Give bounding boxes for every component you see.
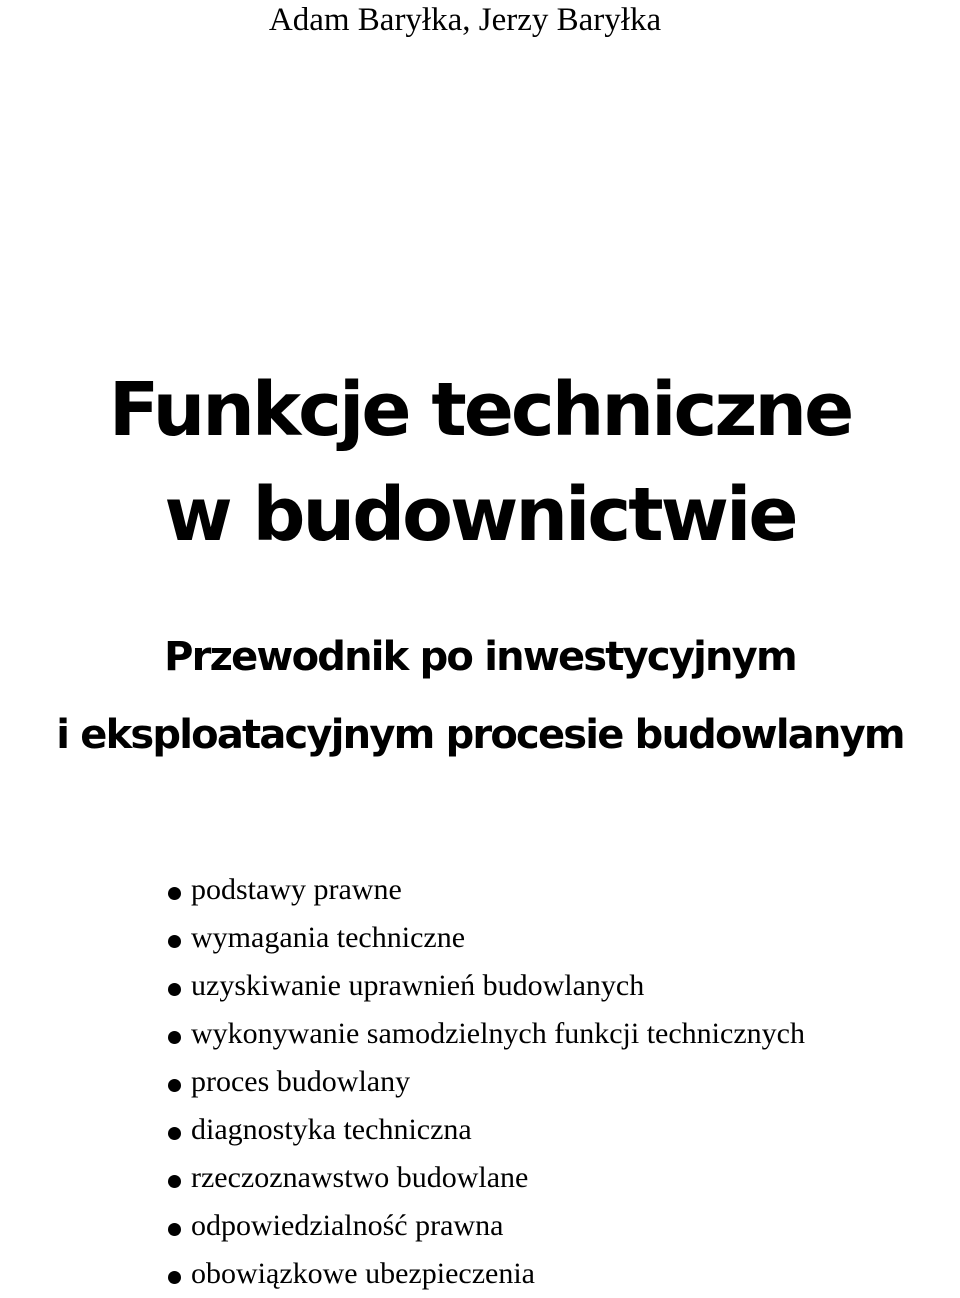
topic-item bbox=[168, 1202, 805, 1250]
topic-label: odpowiedzialność prawna bbox=[191, 1209, 504, 1242]
subtitle-line-1: Przewodnik po inwestycyjnym bbox=[164, 634, 796, 680]
topic-label: wykonywanie samodzielnych funkcji technicznych bbox=[191, 1017, 805, 1050]
topic-label: obowiązkowe ubezpieczenia bbox=[191, 1257, 535, 1290]
topic-label: diagnostyka techniczna bbox=[191, 1113, 472, 1146]
topic-item bbox=[168, 1154, 805, 1202]
bullet-icon bbox=[168, 1079, 181, 1092]
bullet-icon bbox=[168, 1223, 181, 1236]
topic-item bbox=[168, 1106, 805, 1154]
bullet-icon bbox=[168, 983, 181, 996]
topic-item bbox=[168, 1010, 805, 1058]
topic-label: uzyskiwanie uprawnień budowlanych bbox=[191, 969, 645, 1002]
authors: Adam Baryłka, Jerzy Baryłka bbox=[268, 2, 662, 38]
topic-item bbox=[168, 914, 805, 962]
bullet-icon bbox=[168, 1175, 181, 1188]
bullet-icon bbox=[168, 887, 181, 900]
bullet-icon bbox=[168, 1271, 181, 1284]
topic-list bbox=[168, 866, 805, 1298]
topic-label: rzeczoznawstwo budowlane bbox=[191, 1161, 529, 1194]
topic-item bbox=[168, 1058, 805, 1106]
book-title-line-1: Funkcje techniczne bbox=[108, 367, 852, 453]
bullet-icon bbox=[168, 935, 181, 948]
topic-label: proces budowlany bbox=[191, 1065, 411, 1098]
topic-item bbox=[168, 1250, 805, 1298]
topic-label: podstawy prawne bbox=[191, 873, 402, 906]
topic-label: wymagania techniczne bbox=[191, 921, 466, 954]
topic-item bbox=[168, 866, 805, 914]
bullet-icon bbox=[168, 1127, 181, 1140]
subtitle-line-2: i eksploatacyjnym procesie budowlanym bbox=[56, 712, 904, 758]
bullet-icon bbox=[168, 1031, 181, 1044]
topic-item bbox=[168, 962, 805, 1010]
book-title-line-2: w budownictwie bbox=[164, 472, 796, 558]
